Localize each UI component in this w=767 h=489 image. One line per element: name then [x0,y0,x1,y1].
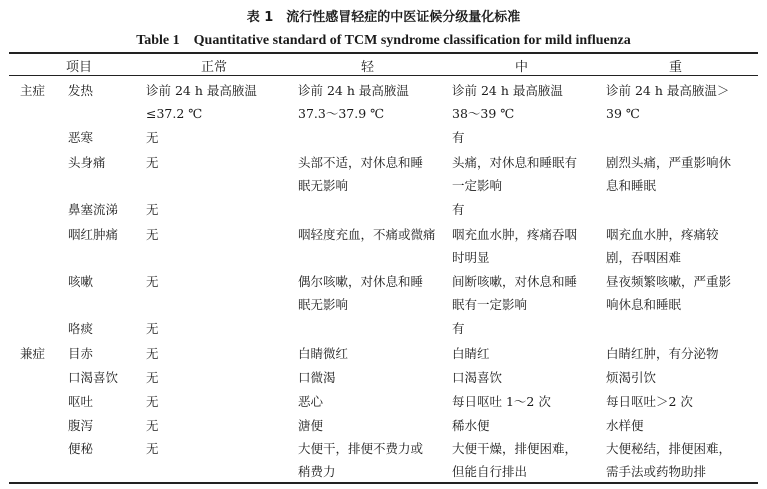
cell-mild: 白睛微红 [298,346,349,361]
table-row [0,223,767,265]
cell-moderate: 间断咳嗽，对休息和睡 眠有一定影响 [452,274,578,312]
cell-normal: 无 [146,394,159,409]
cell-normal: 无 [146,441,159,456]
row-item: 便秘 [68,441,94,456]
cell-mild: 诊前 24 h 最高腋温 37.3～37.9 ℃ [298,83,409,121]
cell-mild: 恶心 [298,394,324,409]
row-item: 腹泻 [68,418,94,433]
cell-severe: 每日呕吐＞2 次 [606,394,693,409]
cell-severe: 昼夜频繁咳嗽，严重影 响休息和睡眠 [606,274,732,312]
cell-mild: 大便干，排便不费力或 稍费力 [298,441,424,479]
table-row [0,437,767,479]
cell-moderate: 有 [452,321,465,336]
cell-severe: 白睛红肿，有分泌物 [606,346,719,361]
row-item: 咯痰 [68,321,94,336]
header-mild: 轻 [361,60,375,75]
row-category: 兼症 [20,346,46,361]
cell-mild: 偶尔咳嗽，对休息和睡 眠无影响 [298,274,424,312]
row-item: 咽红肿痛 [68,227,119,242]
row-item: 发热 [68,83,94,98]
table-row [0,317,767,336]
table-row [0,342,767,361]
cell-mild: 口微渴 [298,370,336,385]
header-severe: 重 [669,60,683,75]
table-row [0,366,767,385]
cell-mild: 头部不适，对休息和睡 眠无影响 [298,155,424,193]
cell-severe: 大便秘结，排便困难， 需手法或药物助排 [606,441,732,479]
cell-normal: 无 [146,346,159,361]
cell-normal: 无 [146,274,159,289]
table-row [0,126,767,145]
cell-moderate: 有 [452,202,465,217]
cell-moderate: 有 [452,130,465,145]
cell-moderate: 大便干燥，排便困难， 但能自行排出 [452,441,578,479]
cell-mild: 溏便 [298,418,324,433]
row-item: 头身痛 [68,155,106,170]
cell-moderate: 诊前 24 h 最高腋温 38～39 ℃ [452,83,563,121]
cell-mild: 咽轻度充血，不痛或微痛 [298,227,436,242]
row-item: 鼻塞流涕 [68,202,119,217]
cell-normal: 无 [146,321,159,336]
cell-moderate: 稀水便 [452,418,490,433]
table-caption-chinese: 表 1 流行性感冒轻症的中医证候分级量化标准 [246,10,521,25]
row-item: 目赤 [68,346,94,361]
cell-normal: 无 [146,227,159,242]
table-row [0,390,767,409]
table-caption-english: Table 1 Quantitative standard of TCM syndrome classification for mild influenza [136,33,631,48]
cell-moderate: 每日呕吐 1～2 次 [452,394,551,409]
top-rule [9,52,758,54]
header-normal: 正常 [201,60,228,75]
row-item: 口渴喜饮 [68,370,119,385]
table-row [0,270,767,312]
cell-severe: 水样便 [606,418,644,433]
row-category: 主症 [20,83,46,98]
cell-severe: 诊前 24 h 最高腋温＞ 39 ℃ [606,83,730,121]
cell-moderate: 咽充血水肿，疼痛吞咽 时明显 [452,227,578,265]
cell-normal: 无 [146,130,159,145]
cell-severe: 烦渴引饮 [606,370,657,385]
table-row [0,79,767,121]
cell-normal: 无 [146,370,159,385]
table-row [0,414,767,433]
cell-severe: 咽充血水肿，疼痛较 剧，吞咽困难 [606,227,719,265]
cell-normal: 无 [146,202,159,217]
table-row [0,198,767,217]
cell-normal: 无 [146,155,159,170]
header-rule [9,75,758,76]
cell-normal: 无 [146,418,159,433]
row-item: 咳嗽 [68,274,94,289]
cell-normal: 诊前 24 h 最高腋温 ≤37.2 ℃ [146,83,257,121]
cell-moderate: 头痛，对休息和睡眠有 一定影响 [452,155,578,193]
bottom-rule [9,482,758,484]
row-item: 呕吐 [68,394,94,409]
cell-moderate: 口渴喜饮 [452,370,503,385]
cell-severe: 剧烈头痛，严重影响休 息和睡眠 [606,155,732,193]
row-item: 恶寒 [68,130,94,145]
header-moderate: 中 [515,60,529,75]
table-row [0,151,767,193]
header-item: 项目 [66,60,93,75]
cell-moderate: 白睛红 [452,346,490,361]
